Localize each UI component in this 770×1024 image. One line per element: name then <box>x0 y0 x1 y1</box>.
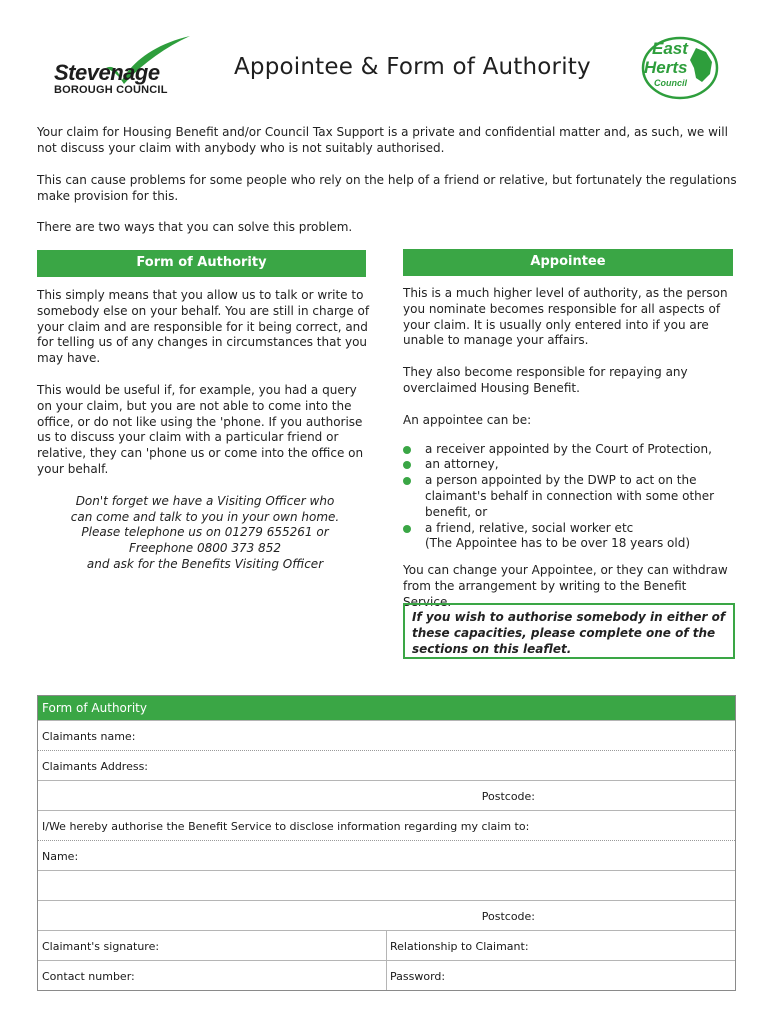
stevenage-wordmark: Stevenage <box>54 60 160 85</box>
authorise-label: I/We hereby authorise the Benefit Service to disclose information regarding my claim to: <box>42 820 530 833</box>
list-item: a receiver appointed by the Court of Protection, <box>403 442 737 458</box>
intro-paragraph-2: This can cause problems for some people who rely on the help of a friend or relative, but fortunately the regulations make provision for this. <box>37 173 737 203</box>
bullet-icon <box>403 525 411 533</box>
divider <box>386 961 387 990</box>
authorise-statement <box>38 810 735 840</box>
bullet-icon <box>403 461 411 469</box>
stevenage-logo <box>50 34 180 98</box>
relationship-label: Relationship to Claimant: <box>390 940 529 953</box>
council-label: Council <box>654 78 687 88</box>
authority-form <box>37 695 736 991</box>
left-paragraph-1: This simply means that you allow us to talk or write to somebody else on your behalf. You are still in charge of your claim and are responsible for it being correct, and for telling us of any changes in circumstances that you may have. <box>37 288 370 366</box>
visiting-officer-note <box>37 494 373 573</box>
appointee-can-be-label: An appointee can be: <box>403 412 532 427</box>
intro-paragraph-1: Your claim for Housing Benefit and/or Council Tax Support is a private and confidential matter and, as such, we will not discuss your claim with anybody who is not suitably authorised. <box>37 125 728 155</box>
divider <box>386 931 387 960</box>
password-label: Password: <box>390 970 446 983</box>
herts-label: Herts <box>644 58 688 77</box>
claimants-name-label: Claimants name: <box>42 730 136 743</box>
form-of-authority-heading: Form of Authority <box>37 250 366 277</box>
note-line: Freephone 0800 373 852 <box>129 541 281 556</box>
left-paragraph-2: This would be useful if, for example, you had a query on your claim, but you are not able to come into the office, or do not like using the 'phone. If you authorise us to discuss your claim with a particular friend or relative, they can 'phone us or come into the office on your behalf. <box>37 382 364 476</box>
list-item: an attorney, <box>403 457 737 473</box>
bullet-icon <box>403 477 411 485</box>
nominee-postcode-field[interactable] <box>38 900 735 930</box>
right-paragraph-4: You can change your Appointee, or they can withdraw from the arrangement by writing to the Benefit Service. <box>403 563 728 609</box>
contact-row[interactable] <box>38 960 735 990</box>
intro-paragraph-3: There are two ways that you can solve this problem. <box>37 220 353 234</box>
age-note: (The Appointee has to be over 18 years old) <box>425 536 690 551</box>
page-title: Appointee & Form of Authority <box>234 54 591 80</box>
postcode-label: Postcode: <box>481 790 535 803</box>
form-heading: Form of Authority <box>38 696 735 720</box>
appointee-list <box>403 442 737 537</box>
instruction-callout: If you wish to authorise somebody in either of these capacities, please complete one of the sections on this leaflet. <box>403 603 735 659</box>
postcode-label: Postcode: <box>481 910 535 923</box>
name-label: Name: <box>42 850 79 863</box>
east-herts-logo <box>640 34 720 100</box>
list-item: a friend, relative, social worker etc <box>403 521 737 537</box>
claimants-name-field[interactable] <box>38 720 735 750</box>
borough-council-label: BOROUGH COUNCIL <box>54 84 168 96</box>
note-line: can come and talk to you in your own home. <box>70 509 340 524</box>
east-label: East <box>652 39 688 58</box>
claimant-postcode-field[interactable] <box>38 780 735 810</box>
note-line: and ask for the Benefits Visiting Officer <box>86 556 324 571</box>
right-column <box>403 286 737 611</box>
right-paragraph-2: They also become responsible for repaying any overclaimed Housing Benefit. <box>403 365 688 395</box>
claimants-address-field[interactable] <box>38 750 735 780</box>
bullet-icon <box>403 446 411 454</box>
claimants-address-label: Claimants Address: <box>42 760 149 773</box>
signature-row[interactable] <box>38 930 735 960</box>
signature-label: Claimant's signature: <box>42 940 160 953</box>
address-field[interactable] <box>38 870 735 900</box>
left-column <box>37 288 373 573</box>
note-line: Please telephone us on 01279 655261 or <box>81 525 329 540</box>
right-paragraph-1: This is a much higher level of authority, as the person you nominate becomes responsible for all aspects of your claim. It is usually only entered into if you are unable to manage your affairs. <box>403 286 728 348</box>
list-item: a person appointed by the DWP to act on the claimant's behalf in connection with some other benefit, or <box>403 473 737 520</box>
contact-number-label: Contact number: <box>42 970 135 983</box>
appointee-heading: Appointee <box>403 249 733 276</box>
name-field[interactable] <box>38 840 735 870</box>
note-line: Don't forget we have a Visiting Officer who <box>75 493 335 508</box>
